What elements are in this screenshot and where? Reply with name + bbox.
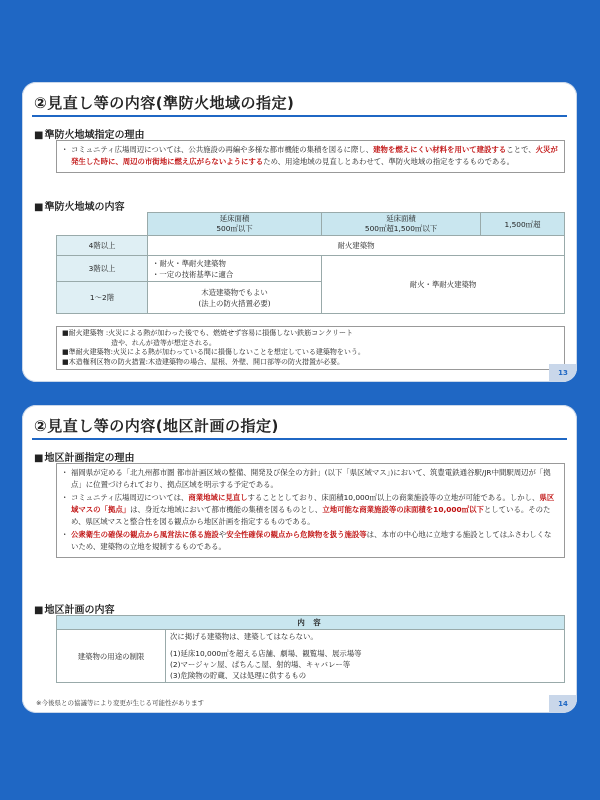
reason-text: ・ コミュニティ広場周辺については、公共施設の再編や多様な都市機能の集積を図るに際し、建物を燃えにくい材料を用いて建設することで、火災が発生した時に、周辺の市街地に燃え広がらないようにするため、用途地域の見直しとあわせて、準防火地域の指定をするものである。 — [63, 144, 558, 168]
page-number: 14 — [549, 695, 577, 713]
note-line: 造や、れんが造等が想定される。 — [62, 338, 216, 347]
fire-zone-table — [56, 212, 565, 314]
slide-district-plan — [22, 405, 577, 713]
slide-quasi-fire-zone — [22, 82, 577, 382]
table-corner — [57, 213, 148, 236]
note-line: ■木造権利区物の防火措置:木造建築物の場合、屋根、外壁、開口部等の防火措置が必要。 — [62, 357, 344, 366]
reason-box — [56, 140, 565, 173]
section-heading-content: ■ 準防火地域の内容 — [34, 198, 124, 213]
section-heading-content: ■ 地区計画の内容 — [34, 601, 114, 616]
note-line: ■耐火建築物 :火災による熱が加わった後でも、燃焼せず容易に損傷しない鉄筋コンクリート — [62, 329, 353, 337]
reason-box — [56, 463, 565, 558]
row-label-1-2f: 1～2階 — [57, 282, 148, 314]
col-header-1500: 延床面積 500㎡超1,500㎡以下 — [322, 213, 481, 236]
cell-3f: ・耐火・準耐火建築物 ・一定の技術基準に適合 — [148, 256, 322, 282]
cell-fireproof: 耐火建築物 — [148, 236, 565, 256]
row-label-use-restriction: 建築物の用途の制限 — [57, 630, 166, 683]
restriction-cell: 次に掲げる建築物は、建築してはならない。 (1)延床10,000㎡を超える店舗、劇場、観覧場、展示場等 (2)マージャン屋、ぱちんこ屋、射的場、キャバレー等 (3)危険物の貯蔵、又は処理に供するもの — [166, 630, 565, 683]
cell-merged: 耐火・準耐火建築物 — [322, 256, 565, 314]
title-underline — [32, 115, 567, 117]
page-number: 13 — [549, 364, 577, 382]
footnote: ※今後県との協議等により変更が生じる可能性があります — [36, 699, 204, 707]
table-header: 内 容 — [57, 616, 565, 630]
col-header-500: 延床面積 500㎡以下 — [148, 213, 322, 236]
bullet-3: ・ 公衆衛生の確保の観点から風営法に係る施設や安全性確保の観点から危険物を扱う施設等は、本市の中心地に立地する施設としてはふさわしくないため、建築物の立地を規制するものである。 — [63, 529, 558, 553]
slide-title: ②見直し等の内容(準防火地域の指定) — [34, 94, 295, 112]
slide-title: ②見直し等の内容(地区計画の指定) — [34, 417, 279, 435]
note-line: ■準耐火建築物:火災による熱が加わっている間に損傷しないことを想定している建築物をいう。 — [62, 348, 365, 356]
section-heading-reason: ■ 地区計画指定の理由 — [34, 449, 134, 464]
bullet-1: ・ 福岡県が定める「北九州都市圏 都市計画区域の整備、開発及び保全の方針」(以下「県区域マス」)において、筑豊電鉄通谷駅/JR中間駅周辺が「拠点」に位置づけられており、拠点区域を明示する予定である。 — [63, 467, 558, 491]
title-underline — [32, 438, 567, 440]
row-label-4f: 4階以上 — [57, 236, 148, 256]
notes-box — [56, 326, 565, 370]
col-header-over1500: 1,500㎡超 — [481, 213, 565, 236]
section-heading-reason: ■ 準防火地域指定の理由 — [34, 126, 144, 141]
row-label-3f: 3階以上 — [57, 256, 148, 282]
district-plan-table — [56, 615, 565, 683]
cell-1-2f: 木造建築物でもよい (法上の防火措置必要) — [148, 282, 322, 314]
bullet-2: ・ コミュニティ広場周辺については、商業地域に見直しすることとしており、床面積10,000㎡以上の商業施設等の立地が可能である。しかし、県区域マスの「拠点」は、身近な地域において都市機能の集積を図るものとし、立地可能な商業施設等の床面積を10,000㎡以下としている。そのため、県区域マスと整合性を図る観点から地区計画を指定するものである。 — [63, 492, 558, 528]
